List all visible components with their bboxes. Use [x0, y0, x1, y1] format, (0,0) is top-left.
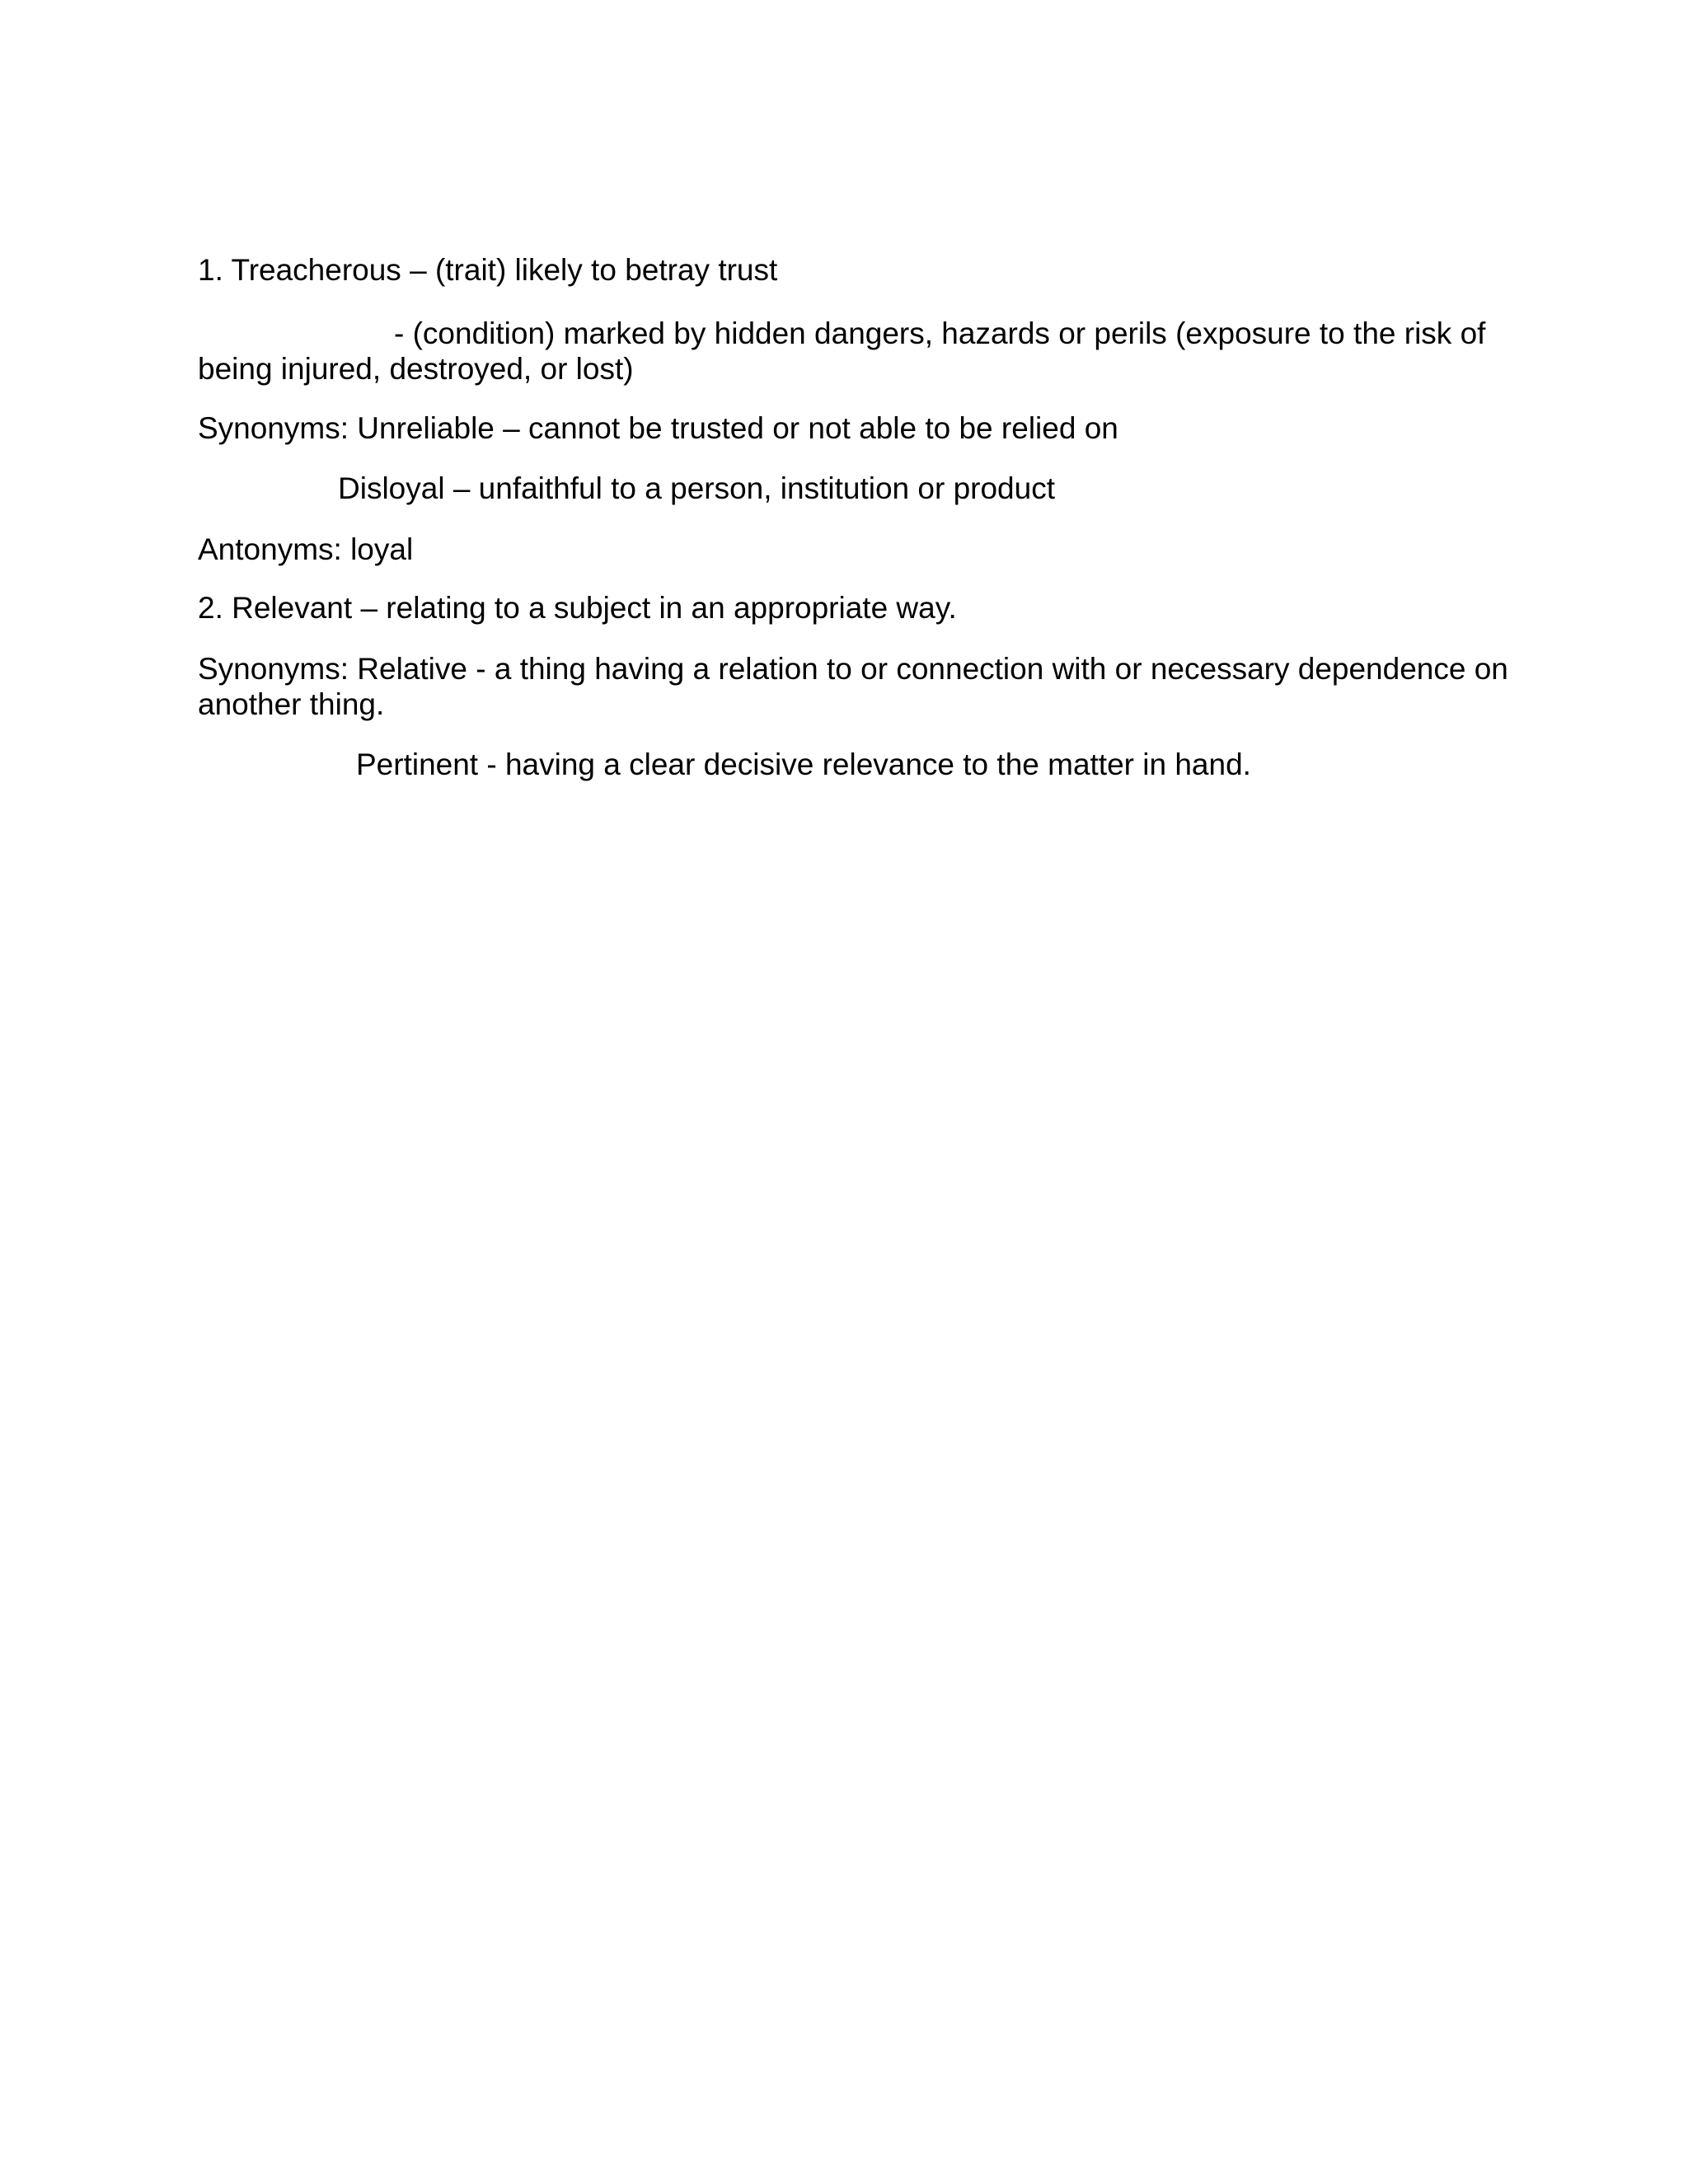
entry-1-synonym-2: Disloyal – unfaithful to a person, institution or product — [338, 471, 1055, 505]
entry-2-synonym-2: Pertinent - having a clear decisive relevance to the matter in hand. — [356, 748, 1251, 781]
entry-1-synonyms-line: Synonyms: Unreliable – cannot be trusted or not able to be relied on — [198, 411, 1118, 445]
entry-2-synonyms-line: Synonyms: Relative - a thing having a relation to or connection with or necessary dependence on another thing. — [198, 652, 1508, 721]
entry-1-second-definition: - (condition) marked by hidden dangers, hazards or perils (exposure to the risk of being injured, destroyed, or lost) — [198, 316, 1486, 386]
entry-2-term-line: 2. Relevant – relating to a subject in an appropriate way. — [198, 591, 957, 625]
entry-1-antonyms-line: Antonyms: loyal — [198, 532, 414, 566]
entry-1-term-line: 1. Treacherous – (trait) likely to betray trust — [198, 253, 778, 287]
